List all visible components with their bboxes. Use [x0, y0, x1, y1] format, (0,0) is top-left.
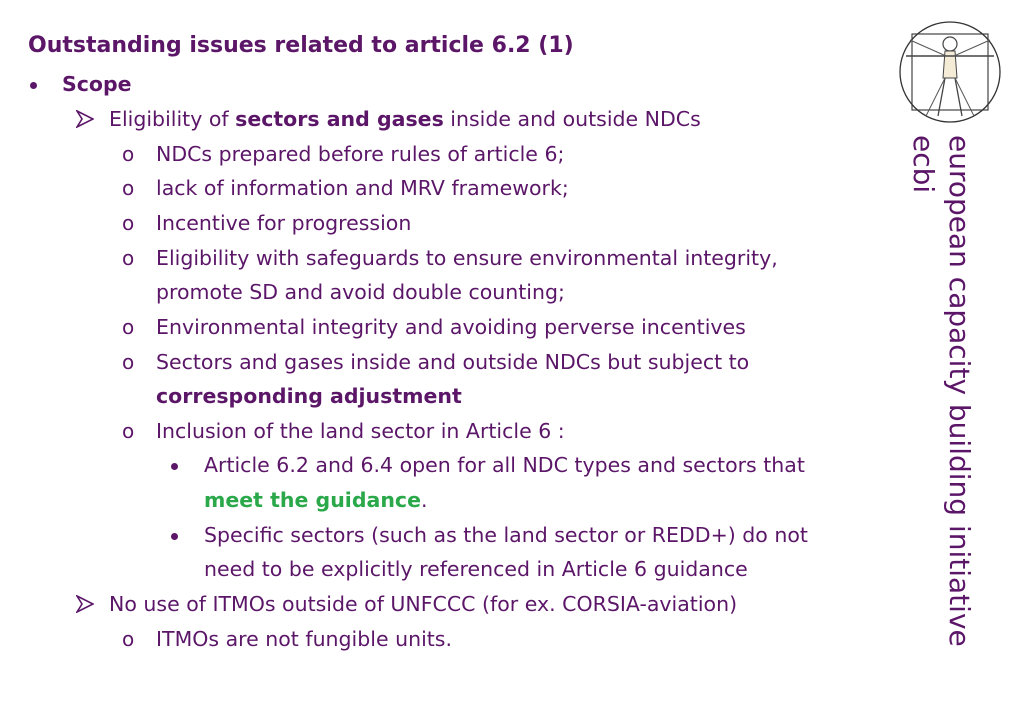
- circle-bullet: o: [122, 627, 135, 651]
- list-item: ITMOs are not fungible units.: [156, 627, 453, 651]
- circle-bullet: o: [122, 419, 135, 443]
- itmo-line: No use of ITMOs outside of UNFCCC (for ex. CORSIA-aviation): [109, 592, 738, 616]
- brand-tagline: [905, 135, 977, 647]
- list-item: Environmental integrity and avoiding perverse incentives: [156, 315, 746, 339]
- list-item: NDCs prepared before rules of article 6;: [156, 142, 565, 166]
- eligibility-post: inside and outside NDCs: [443, 107, 701, 131]
- scope-label: Scope: [62, 72, 132, 96]
- guidance-highlight: meet the guidance: [204, 488, 421, 512]
- vitruvian-man-icon: [898, 20, 1002, 124]
- sub-list-item: Specific sectors (such as the land sector or REDD+) do not: [204, 523, 808, 547]
- list-item-continuation: promote SD and avoid double counting;: [156, 280, 565, 304]
- bullet-dot: [171, 463, 178, 470]
- circle-bullet: o: [122, 176, 135, 200]
- arrow-bullet-icon: [76, 110, 94, 128]
- list-item: Incentive for progression: [156, 211, 412, 235]
- brand-name: european capacity building initiative: [943, 135, 976, 647]
- sub-list-item: Article 6.2 and 6.4 open for all NDC types and sectors that: [204, 453, 805, 477]
- eligibility-line: [109, 102, 701, 136]
- circle-bullet: o: [122, 211, 135, 235]
- list-item: Inclusion of the land sector in Article 6 :: [156, 419, 565, 443]
- guidance-period: .: [421, 488, 428, 512]
- list-item: Eligibility with safeguards to ensure environmental integrity,: [156, 246, 778, 270]
- arrow-bullet-icon: [76, 595, 94, 613]
- sub-list-item-continuation: need to be explicitly referenced in Article 6 guidance: [204, 557, 748, 581]
- circle-bullet: o: [122, 246, 135, 270]
- circle-bullet: o: [122, 142, 135, 166]
- bullet-dot: [30, 82, 37, 89]
- circle-bullet: o: [122, 315, 135, 339]
- list-item: Sectors and gases inside and outside NDCs but subject to: [156, 350, 750, 374]
- brand-acronym: ecbi: [907, 135, 940, 194]
- list-item-continuation: corresponding adjustment: [156, 384, 462, 408]
- page-title: Outstanding issues related to article 6.2 (1): [28, 33, 574, 58]
- list-item: lack of information and MRV framework;: [156, 176, 569, 200]
- sub-list-item-continuation: [204, 483, 428, 517]
- circle-bullet: o: [122, 350, 135, 374]
- eligibility-bold: sectors and gases: [235, 107, 444, 131]
- bullet-dot: [171, 533, 178, 540]
- eligibility-pre: Eligibility of: [109, 107, 236, 131]
